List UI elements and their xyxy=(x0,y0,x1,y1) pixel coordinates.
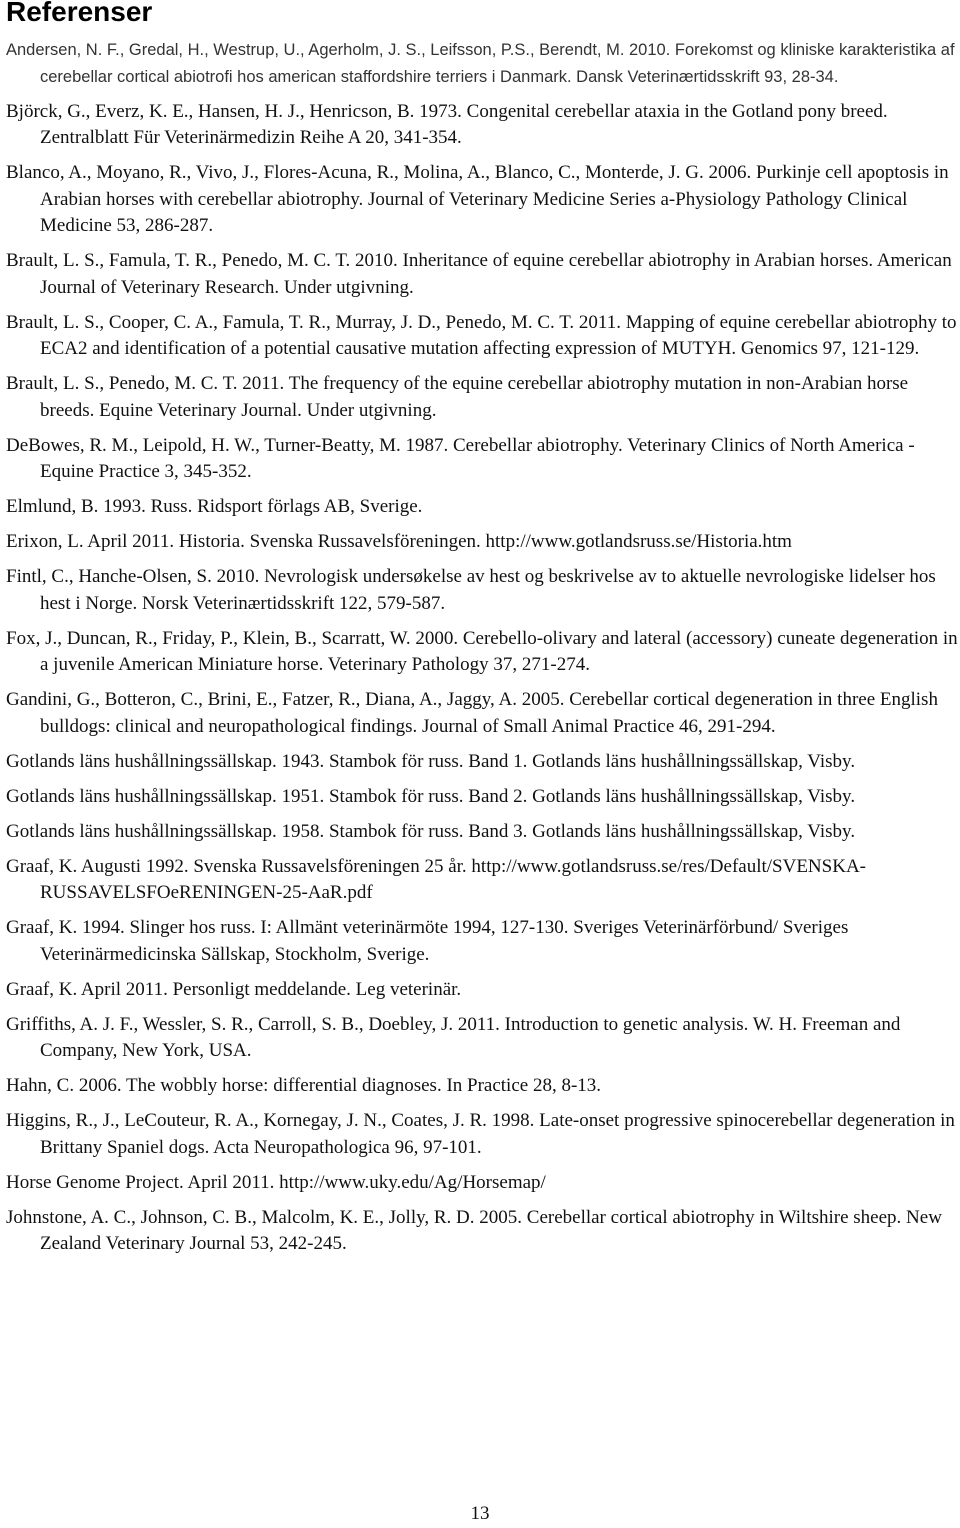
page-heading: Referenser xyxy=(6,0,153,27)
reference-list xyxy=(6,37,958,1266)
reference-item: Gotlands läns hushållningssällskap. 1958. Stambok för russ. Band 3. Gotlands läns hushållningssällskap, Visby. xyxy=(6,820,856,842)
reference-item: Andersen, N. F., Gredal, H., Westrup, U., Agerholm, J. S., Leifsson, P.S., Berendt, M. 2010. Forekomst og kliniske karakteristika af cerebellar cortical abiotrofi hos american staffordshire terriers i Danmark. Dansk Veterinærtidsskrift 93, 28-34. xyxy=(6,41,955,86)
reference-item: Graaf, K. 1994. Slinger hos russ. I: Allmänt veterinärmöte 1994, 127-130. Sveriges Veterinärförbund/ Sveriges Veterinärmedicinska Sällskap, Stockholm, Sverige. xyxy=(6,917,849,965)
reference-item: Erixon, L. April 2011. Historia. Svenska Russavelsföreningen. http://www.gotlandsruss.se/Historia.htm xyxy=(6,531,792,552)
reference-item: Gotlands läns hushållningssällskap. 1943. Stambok för russ. Band 1. Gotlands läns hushållningssällskap, Visby. xyxy=(6,750,856,772)
reference-item: Johnstone, A. C., Johnson, C. B., Malcolm, K. E., Jolly, R. D. 2005. Cerebellar cortical abiotrophy in Wiltshire sheep. New Zealand Veterinary Journal 53, 242-245. xyxy=(6,1206,942,1254)
reference-item: Brault, L. S., Cooper, C. A., Famula, T. R., Murray, J. D., Penedo, M. C. T. 2011. Mapping of equine cerebellar abiotrophy to ECA2 and identification of a potential causative mutation affecting expression of MUTYH. Genomics 97, 121-129. xyxy=(6,311,957,359)
reference-item: Griffiths, A. J. F., Wessler, S. R., Carroll, S. B., Doebley, J. 2011. Introduction to genetic analysis. W. H. Freeman and Company, New York, USA. xyxy=(6,1013,901,1061)
reference-item: DeBowes, R. M., Leipold, H. W., Turner-Beatty, M. 1987. Cerebellar abiotrophy. Veterinary Clinics of North America - Equine Practice 3, 345-352. xyxy=(6,434,915,482)
reference-item: Gotlands läns hushållningssällskap. 1951. Stambok för russ. Band 2. Gotlands läns hushållningssällskap, Visby. xyxy=(6,785,856,807)
reference-item: Brault, L. S., Penedo, M. C. T. 2011. The frequency of the equine cerebellar abiotrophy mutation in non-Arabian horse breeds. Equine Veterinary Journal. Under utgivning. xyxy=(6,373,909,421)
reference-item: Horse Genome Project. April 2011. http://www.uky.edu/Ag/Horsemap/ xyxy=(6,1171,546,1193)
reference-item: Graaf, K. April 2011. Personligt meddelande. Leg veterinär. xyxy=(6,978,462,1000)
reference-item: Hahn, C. 2006. The wobbly horse: differential diagnoses. In Practice 28, 8-13. xyxy=(6,1075,602,1096)
reference-item: Gandini, G., Botteron, C., Brini, E., Fatzer, R., Diana, A., Jaggy, A. 2005. Cerebellar cortical degeneration in three English bulldogs: clinical and neuropathological findings. Journal of Small Animal Practice 46, 291-294. xyxy=(6,689,938,737)
reference-item: Elmlund, B. 1993. Russ. Ridsport förlags AB, Sverige. xyxy=(6,496,423,517)
reference-item: Graaf, K. Augusti 1992. Svenska Russavelsföreningen 25 år. http://www.gotlandsruss.se/res/Default/SVENSKA-RUSSAVELSFOeRENINGEN-25-AaR.pdf xyxy=(6,855,866,903)
reference-item: Blanco, A., Moyano, R., Vivo, J., Flores-Acuna, R., Molina, A., Blanco, C., Monterde, J. G. 2006. Purkinje cell apoptosis in Arabian horses with cerebellar abiotrophy. Journal of Veterinary Medicine Series a-Physiology Pathology Clinical Medicine 53, 286-287. xyxy=(6,162,949,236)
reference-item: Fintl, C., Hanche-Olsen, S. 2010. Nevrologisk undersøkelse av hest og beskrivelse av to aktuelle nevrologiske lidelser hos hest i Norge. Norsk Veterinærtidsskrift 122, 579-587. xyxy=(6,566,936,614)
page-number: 13 xyxy=(470,1503,490,1524)
reference-item: Fox, J., Duncan, R., Friday, P., Klein, B., Scarratt, W. 2000. Cerebello-olivary and lateral (accessory) cuneate degeneration in a juvenile American Miniature horse. Veterinary Pathology 37, 271-274. xyxy=(6,627,958,675)
reference-item: Higgins, R., J., LeCouteur, R. A., Kornegay, J. N., Coates, J. R. 1998. Late-onset progressive spinocerebellar degeneration in Brittany Spaniel dogs. Acta Neuropathologica 96, 97-101. xyxy=(6,1110,955,1158)
reference-item: Brault, L. S., Famula, T. R., Penedo, M. C. T. 2010. Inheritance of equine cerebellar abiotrophy in Arabian horses. American Journal of Veterinary Research. Under utgivning. xyxy=(6,250,952,298)
reference-item: Björck, G., Everz, K. E., Hansen, H. J., Henricson, B. 1973. Congenital cerebellar ataxia in the Gotland pony breed. Zentralblatt Für Veterinärmedizin Reihe A 20, 341-354. xyxy=(6,100,888,148)
